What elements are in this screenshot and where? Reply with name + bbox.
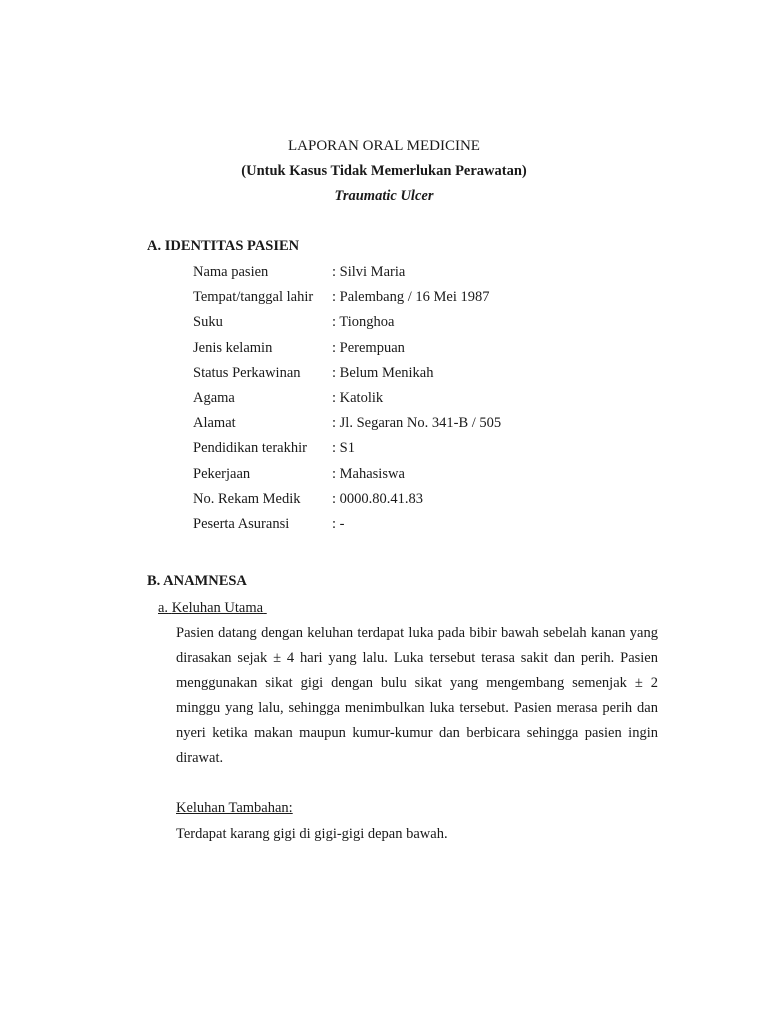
section-a-heading: A. IDENTITAS PASIEN bbox=[147, 238, 300, 254]
main-complaint-text: Pasien datang dengan keluhan terdapat luka pada bibir bawah sebelah kanan yang dirasakan sejak ± 4 hari yang lalu. Luka tersebut terasa sakit dan perih. Pasien menggunakan sikat gigi dengan bulu sikat yang mengembang semenjak ± 2 minggu yang lalu, sehingga menimbulkan luka tersebut. Pasien merasa perih dan nyeri ketika makan maupun kumur-kumur dan berbicara sehingga pasien ingin dirawat. bbox=[176, 625, 658, 766]
main-complaint-heading bbox=[158, 600, 267, 617]
identity-value: : Jl. Segaran No. 341-B / 505 bbox=[332, 415, 502, 432]
identity-row bbox=[193, 515, 501, 540]
identity-label: Nama pasien bbox=[193, 264, 269, 280]
identity-label: Jenis kelamin bbox=[193, 339, 273, 356]
document-title: LAPORAN ORAL MEDICINE bbox=[288, 138, 480, 154]
identity-value: : S1 bbox=[332, 440, 355, 457]
identity-label: Alamat bbox=[193, 415, 236, 432]
identity-value: : Perempuan bbox=[332, 339, 405, 356]
identity-value: : Tionghoa bbox=[332, 314, 395, 331]
identity-row bbox=[193, 263, 501, 288]
identity-row bbox=[193, 313, 501, 338]
identity-value: : 0000.80.41.83 bbox=[332, 490, 424, 507]
diagnosis-title: Traumatic Ulcer bbox=[334, 188, 434, 204]
identity-value: : - bbox=[332, 515, 345, 532]
identity-label: No. Rekam Medik bbox=[193, 490, 301, 507]
identity-value: : Belum Menikah bbox=[332, 364, 434, 381]
section-b-heading: B. ANAMNESA bbox=[147, 573, 247, 589]
identity-row bbox=[193, 389, 501, 414]
identity-value: : Mahasiswa bbox=[332, 465, 405, 482]
identity-row bbox=[193, 465, 501, 490]
identity-row bbox=[193, 288, 501, 313]
identity-label: Pendidikan terakhir bbox=[193, 440, 307, 457]
identity-label: Agama bbox=[193, 389, 235, 406]
main-complaint-title: Keluhan Utama bbox=[171, 600, 264, 616]
identity-value: : Silvi Maria bbox=[332, 264, 406, 280]
identity-row bbox=[193, 439, 501, 464]
additional-complaint-heading: Keluhan Tambahan: bbox=[176, 800, 293, 816]
identity-row bbox=[193, 339, 501, 364]
identity-label: Peserta Asuransi bbox=[193, 515, 290, 532]
patient-identity-table bbox=[193, 263, 501, 540]
identity-label: Tempat/tanggal lahir bbox=[193, 289, 314, 306]
additional-complaint-text: Terdapat karang gigi di gigi-gigi depan bawah. bbox=[176, 826, 448, 842]
identity-value: : Katolik bbox=[332, 389, 384, 406]
identity-label: Suku bbox=[193, 314, 223, 331]
identity-label: Pekerjaan bbox=[193, 465, 251, 482]
identity-value: : Palembang / 16 Mei 1987 bbox=[332, 289, 490, 306]
identity-row bbox=[193, 490, 501, 515]
document-subtitle: (Untuk Kasus Tidak Memerlukan Perawatan) bbox=[241, 163, 527, 179]
identity-label: Status Perkawinan bbox=[193, 364, 301, 381]
main-complaint-prefix: a. bbox=[158, 600, 169, 616]
identity-row bbox=[193, 364, 501, 389]
identity-row bbox=[193, 414, 501, 439]
